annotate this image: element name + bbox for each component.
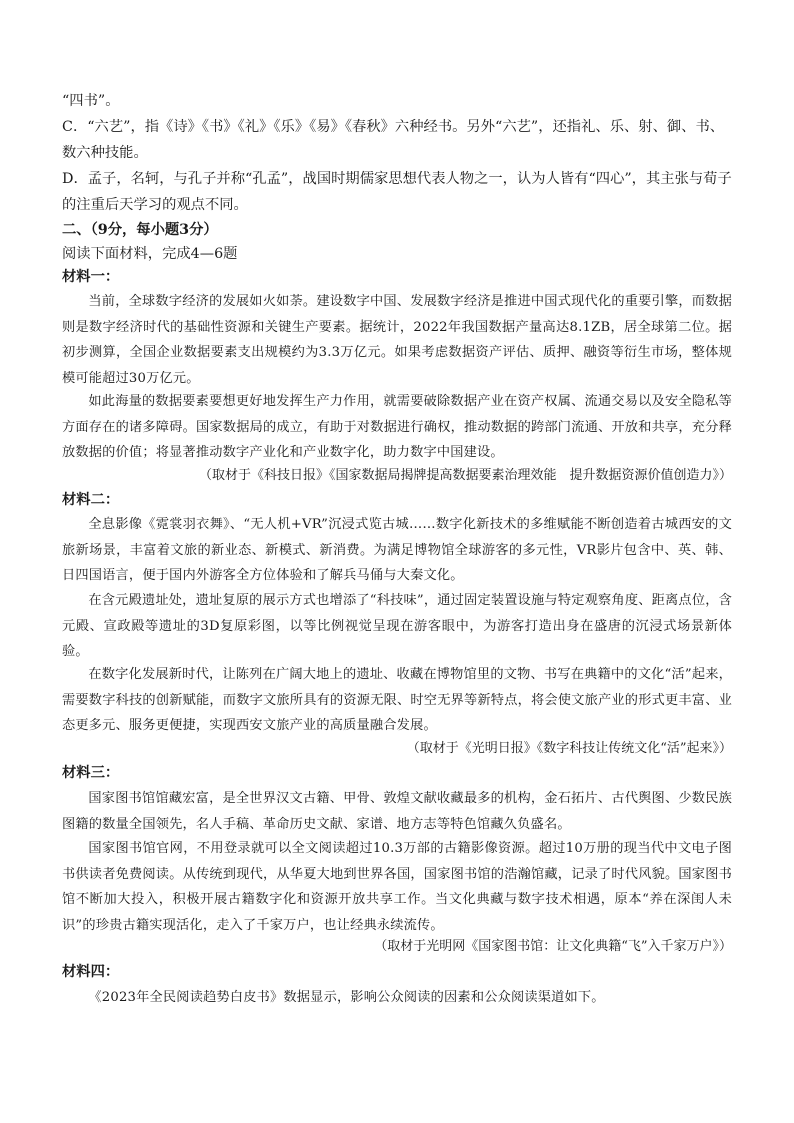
material-1-heading: 材料一： — [62, 269, 120, 285]
material-3-heading: 材料三： — [62, 765, 120, 781]
material-3-paragraph-1: 国家图书馆馆藏宏富，是全世界汉文古籍、甲骨、敦煌文献收藏最多的机构，金石拓片、古代舆图、少数民族图籍的数量全国领先，名人手稿、革命历史文献、家谱、地方志等特色馆藏久负盛名。 — [62, 791, 732, 832]
material-3-source: （取材于光明网《国家图书馆：让文化典籍“飞”入千家万户》） — [374, 939, 732, 954]
material-4-paragraph-1: 《2023年全民阅读趋势白皮书》数据显示，影响公众阅读的因素和公众阅读渠道如下。 — [88, 990, 605, 1005]
material-3-paragraph-2: 国家图书馆官网，不用登录就可以全文阅读超过10.3万部的古籍影像资源。超过10万册的现当代中文电子图书供读者免费阅读。从传统到现代，从华夏大地到世界各国，国家图书馆的浩瀚馆藏，记录了时代风貌。国家图书馆不断加大投入，积极开展古籍数字化和资源开放共享工作。当文化典藏与数字技术相遇，原本“养在深闺人未识”的珍贵古籍实现活化，走入了千家万户，也让经典永续流传。 — [62, 841, 732, 933]
material-2-paragraph-2: 在含元殿遗址处，遗址复原的展示方式也增添了“科技味”，通过固定装置设施与特定观察角度、距离点位，含元殿、宣政殿等遗址的3D复原彩图，以等比例视觉呈现在游客眼中，为游客打造出身在盛唐的沉浸式场景新体验。 — [62, 593, 732, 659]
material-1-paragraph-2: 如此海量的数据要素要想更好地发挥生产力作用，就需要破除数据产业在资产权属、流通交易以及安全隐私等方面存在的诸多障碍。国家数据局的成立，有助于对数据进行确权，推动数据的跨部门流通、开放和共享，充分释放数据的价值；将显著推动数字产业化和产业数字化，助力数字中国建设。 — [62, 394, 732, 460]
material-2-paragraph-3: 在数字化发展新时代，让陈列在广阔大地上的遗址、收藏在博物馆里的文物、书写在典籍中的文化“活”起来，需要数字科技的创新赋能，而数字文旅所具有的资源无限、时空无界等新特点，将会使文旅产业的形式更丰富、业态更多元、服务更便捷，实现西安文旅产业的高质量融合发展。 — [62, 667, 732, 733]
material-4-heading: 材料四： — [62, 964, 120, 980]
material-2-heading: 材料二： — [62, 492, 120, 508]
option-b-continuation: “四书”。 — [62, 93, 120, 109]
material-1-source: （取材于《科技日报》《国家数据局揭牌提高数据要素治理效能 提升数据资源价值创造力》） — [198, 468, 732, 483]
section-heading: 二、（9分，每小题3分） — [62, 222, 218, 238]
material-2-paragraph-1: 全息影像《霓裳羽衣舞》、“无人机+VR”沉浸式览古城……数字化新技术的多维赋能不断创造着古城西安的文旅新场景，丰富着文旅的新业态、新模式、新消费。为满足博物馆全球游客的多元性，VR影片包含中、英、韩、日四国语言，便于国内外游客全方位体验和了解兵马俑与大秦文化。 — [62, 517, 732, 583]
option-c: C．“六艺”，指《诗》《书》《礼》《乐》《易》《春秋》六种经书。另外“六艺”，还指礼、乐、射、御、书、数六种技能。 — [62, 119, 725, 161]
material-1-paragraph-1: 当前，全球数字经济的发展如火如荼。建设数字中国、发展数字经济是推进中国式现代化的重要引擎，而数据则是数字经济时代的基础性资源和关键生产要素。据统计，2022年我国数据产量高达8.1ZB，居全球第二位。据初步测算，全国企业数据要素支出规模约为3.3万亿元。如果考虑数据资产评估、质押、融资等衍生市场，整体规模可能超过30万亿元。 — [62, 294, 732, 386]
material-2-source: （取材于《光明日报》《数字科技让传统文化“活”起来》） — [406, 741, 732, 756]
option-d: D．孟子，名轲，与孔子并称“孔孟”，战国时期儒家思想代表人物之一，认为人皆有“四心”，其主张与荀子的注重后天学习的观点不同。 — [62, 171, 732, 213]
section-instruction: 阅读下面材料，完成4—6题 — [62, 246, 238, 262]
